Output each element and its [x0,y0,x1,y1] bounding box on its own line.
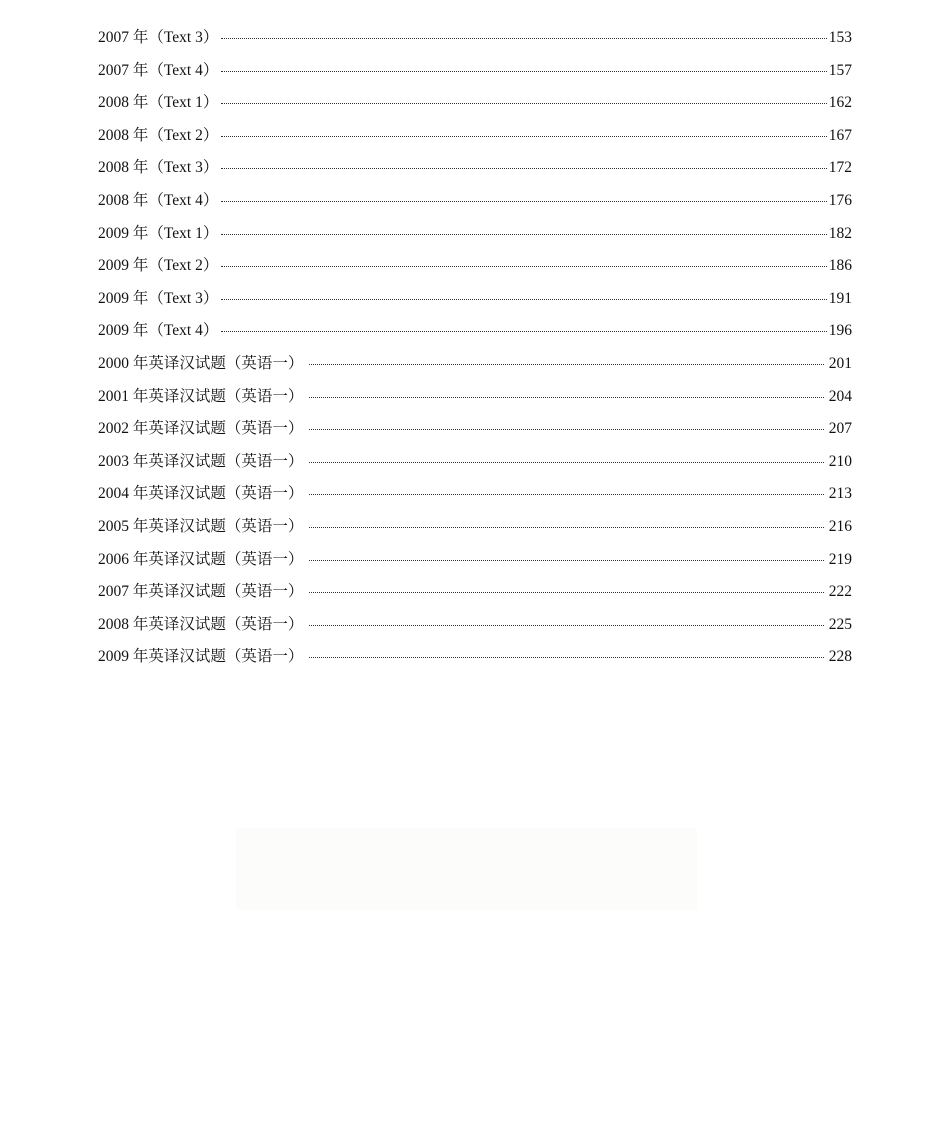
toc-entry-title: 2009 年（Text 3） [98,289,219,307]
toc-entry-title: 2009 年（Text 1） [98,224,219,242]
toc-entry-title: 2007 年（Text 4） [98,61,219,79]
toc-page-number: 157 [828,61,852,79]
toc-entry-title: 2007 年英译汉试题（英语一） [98,583,304,601]
dot-leader [221,233,826,235]
toc-page-number: 162 [828,94,852,112]
toc-entry[interactable] [98,120,852,153]
toc-entry-title: 2004 年英译汉试题（英语一） [98,485,304,503]
toc-page-number: 219 [828,550,852,568]
dot-leader [309,656,823,658]
dot-leader [221,167,826,169]
toc-entry[interactable] [98,413,852,446]
toc-page-number: 153 [828,29,852,46]
toc-entry[interactable] [98,478,852,511]
dot-leader [309,526,823,528]
toc-entry-title: 2008 年（Text 1） [98,94,219,112]
dot-leader [309,624,823,626]
toc-entry[interactable] [98,87,852,120]
toc-entry-title: 2002 年英译汉试题（英语一） [98,420,304,438]
toc-page-number: 222 [828,583,852,601]
toc-entry[interactable] [98,511,852,544]
dot-leader [309,461,823,463]
toc-entry-title: 2009 年（Text 2） [98,257,219,275]
dot-leader [221,135,826,137]
dot-leader [309,428,823,430]
dot-leader [221,298,826,300]
dot-leader [221,265,826,267]
toc-entry-title: 2007 年（Text 3） [98,29,219,46]
toc-page-number: 216 [828,517,852,535]
toc-entry-title: 2008 年（Text 3） [98,159,219,177]
toc-page-number: 207 [828,420,852,438]
toc-entry[interactable] [98,55,852,88]
toc-entry[interactable] [98,446,852,479]
toc-page-number: 213 [828,485,852,503]
toc-entry[interactable] [98,576,852,609]
dot-leader [221,70,826,72]
toc-page-number: 186 [828,257,852,275]
toc-entry[interactable] [98,381,852,414]
dot-leader [221,102,826,104]
toc-entry[interactable] [98,152,852,185]
toc-entry[interactable] [98,185,852,218]
blank-panel [236,828,697,910]
toc-entry[interactable] [98,544,852,577]
toc-entry-title: 2008 年（Text 2） [98,126,219,144]
toc-page-number: 182 [828,224,852,242]
toc-entry[interactable] [98,348,852,381]
toc-entry-title: 2005 年英译汉试题（英语一） [98,517,304,535]
toc-page-number: 176 [828,191,852,209]
dot-leader [309,559,823,561]
toc-page-number: 225 [828,615,852,633]
toc-entry-title: 2003 年英译汉试题（英语一） [98,452,304,470]
toc-entry[interactable] [98,641,852,674]
toc-page-number: 204 [828,387,852,405]
toc-entry[interactable] [98,283,852,316]
dot-leader [221,200,826,202]
toc-page-number: 201 [828,354,852,372]
toc-page-number: 196 [828,322,852,340]
dot-leader [309,591,823,593]
toc-page-number: 191 [828,289,852,307]
toc-entry-title: 2008 年（Text 4） [98,191,219,209]
toc-page-number: 172 [828,159,852,177]
toc-entry[interactable] [98,609,852,642]
dot-leader [309,396,823,398]
toc-entry[interactable] [98,22,852,55]
toc-entry-title: 2006 年英译汉试题（英语一） [98,550,304,568]
toc-entry[interactable] [98,315,852,348]
toc-entry-title: 2001 年英译汉试题（英语一） [98,387,304,405]
toc-entry-title: 2008 年英译汉试题（英语一） [98,615,304,633]
toc-page-number: 228 [828,648,852,666]
dot-leader [221,37,826,39]
toc-entry-title: 2009 年英译汉试题（英语一） [98,648,304,666]
toc-page-number: 167 [828,126,852,144]
dot-leader [309,493,823,495]
table-of-contents [98,22,852,674]
toc-entry[interactable] [98,218,852,251]
toc-entry[interactable] [98,250,852,283]
toc-page-number: 210 [828,452,852,470]
toc-entry-title: 2000 年英译汉试题（英语一） [98,354,304,372]
toc-entry-title: 2009 年（Text 4） [98,322,219,340]
dot-leader [309,363,823,365]
dot-leader [221,330,826,332]
